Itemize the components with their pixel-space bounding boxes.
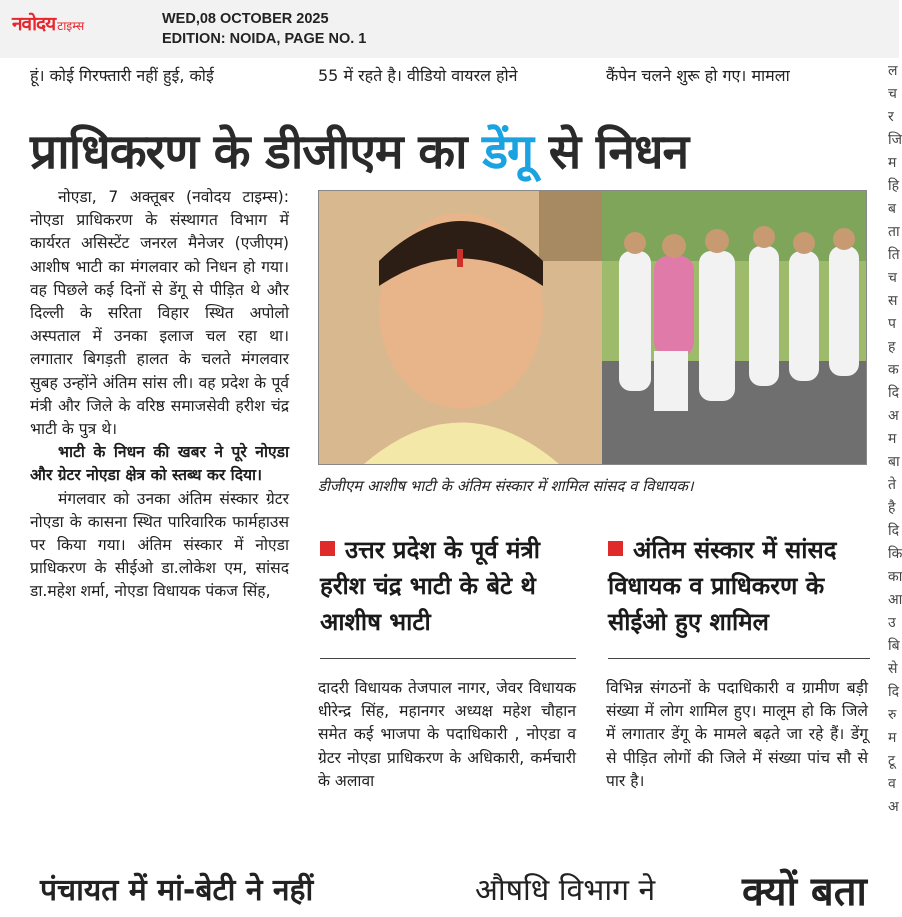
strip-fragment: से	[888, 661, 898, 677]
strip-fragment: र	[888, 109, 894, 125]
logo-sub-text: टाइम्स	[57, 19, 85, 33]
strip-fragment: अ	[888, 799, 899, 815]
strip-fragment: बा	[888, 454, 900, 470]
strip-fragment: कि	[888, 546, 902, 562]
article-para-1: नोएडा, 7 अक्तूबर (नवोदय टाइम्स): नोएडा प्राधिकरण के संस्थागत विभाग में कार्यरत असिस्टेंट जनरल मैनेजर (एजीएम) आशीष भाटी का मंगलवार को निधन हो गया। वह पिछले कई दिनों से डेंगू से पीड़ित थे और दिल्ली के सरिता विहार स्थित अपोलो अस्पताल में उनका इलाज चल रहा था। लगातार बिगड़ती हालत के चलते मंगलवार सुबह उन्होंने अंतिम सांस ली। वह प्रदेश के पूर्व मंत्री और जिले के वरिष्ठ समाजसेवी हरीश चंद्र भाटी के पुत्र थे।	[30, 188, 289, 439]
strip-fragment: रु	[888, 707, 897, 723]
headline-highlight: डेंगू	[482, 124, 534, 180]
strip-fragment: उ	[888, 615, 896, 631]
strip-fragment: टू	[888, 753, 896, 769]
strip-fragment: म	[888, 155, 897, 171]
strip-fragment: प	[888, 316, 896, 332]
strip-fragment: जि	[888, 132, 902, 148]
article-para-3: मंगलवार को उनका अंतिम संस्कार ग्रेटर नोएडा के कासना स्थित पारिवारिक फार्महाउस पर किया गया। अंतिम संस्कार में नोएडा प्राधिकरण के सीईओ डा.लोकेश एम, सांसद डा.महेश शर्मा, नोएडा विधायक पंकज सिंह,	[30, 489, 289, 601]
article-column-2-text: दादरी विधायक तेजपाल नागर, जेवर विधायक धीरेन्द्र सिंह, महानगर अध्यक्ष महेश चौहान समेत कई भाजपा के पदाधिकारी , नोएडा व ग्रेटर नोएडा प्राधिकरण के अधिकारी, कर्मचारी के अलावा	[318, 679, 576, 790]
logo-main-text: नवोदय	[12, 13, 56, 35]
strip-fragment: च	[888, 270, 897, 286]
strip-fragment: म	[888, 730, 897, 746]
strip-fragment: व	[888, 776, 896, 792]
subheadline-2-text: अंतिम संस्कार में सांसद विधायक व प्राधिकरण के सीईओ हुए शामिल	[608, 536, 837, 636]
newspaper-logo[interactable]	[12, 10, 84, 36]
strip-fragment: ब	[888, 201, 896, 217]
article-column-1	[30, 186, 289, 604]
strip-fragment: का	[888, 569, 902, 585]
edition-meta	[162, 9, 366, 49]
bullet-square-icon	[608, 541, 623, 556]
main-headline	[30, 118, 870, 183]
article-column-2	[318, 677, 576, 793]
edition-line: EDITION: NOIDA, PAGE NO. 1	[162, 31, 367, 47]
masthead-bar	[0, 0, 899, 58]
strip-fragment: म	[888, 431, 897, 447]
strip-fragment: च	[888, 86, 897, 102]
strip-fragment: स	[888, 293, 898, 309]
strip-fragment: ह	[888, 339, 896, 355]
strip-fragment: आ	[888, 592, 902, 608]
strip-fragment: ति	[888, 247, 900, 263]
next-headline-1: पंचायत में मां-बेटी ने नहीं	[40, 873, 314, 908]
article-para-bold: भाटी के निधन की खबर ने पूरे नोएडा और ग्रेटर नोएडा क्षेत्र को स्तब्ध कर दिया।	[30, 443, 289, 485]
strip-fragment: है	[888, 500, 896, 516]
headline-part2: से निधन	[533, 124, 689, 180]
subheadline-2	[608, 532, 870, 640]
strip-fragment: ल	[888, 63, 898, 79]
prev-article-fragment-1: हूं। कोई गिरफ्तारी नहीं हुई, कोई	[30, 66, 214, 85]
article-column-3	[606, 677, 868, 793]
prev-article-fragment-2: 55 में रहते है। वीडियो वायरल होने	[318, 66, 518, 85]
subheadline-1-text: उत्तर प्रदेश के पूर्व मंत्री हरीश चंद्र भाटी के बेटे थे आशीष भाटी	[320, 536, 540, 636]
headline-part1: प्राधिकरण के डीजीएम का	[30, 124, 483, 180]
adjacent-column-strip	[888, 60, 902, 860]
column-rule-2	[608, 658, 870, 659]
strip-fragment: बि	[888, 638, 900, 654]
strip-fragment: हि	[888, 178, 900, 194]
strip-fragment: अ	[888, 408, 899, 424]
strip-fragment: ते	[888, 477, 896, 493]
bullet-square-icon	[320, 541, 335, 556]
next-headline-2: औषधि विभाग ने	[475, 873, 656, 908]
strip-fragment: ता	[888, 224, 900, 240]
strip-fragment: दि	[888, 523, 900, 539]
strip-fragment: दि	[888, 385, 900, 401]
subheadline-1	[320, 532, 582, 640]
news-photo[interactable]	[318, 190, 867, 465]
date-line: WED,08 OCTOBER 2025	[162, 11, 329, 27]
prev-article-fragment-3: कैंपेन चलने शुरू हो गए। मामला	[606, 66, 790, 85]
strip-fragment: क	[888, 362, 899, 378]
photo-illustration	[319, 191, 866, 464]
article-column-3-text: विभिन्न संगठनों के पदाधिकारी व ग्रामीण बड़ी संख्या में लोग शामिल हुए। मालूम हो कि जिले में लगातार डेंगू के मामले बढ़ते जा रहे हैं। डेंगू से पीड़ित लोगों की जिले में संख्या पांच सौ से पार है।	[606, 679, 868, 790]
strip-fragment: दि	[888, 684, 900, 700]
next-headline-3: क्यों बता	[742, 869, 867, 915]
photo-caption: डीजीएम आशीष भाटी के अंतिम संस्कार में शामिल सांसद व विधायक।	[318, 477, 694, 495]
column-rule-1	[320, 658, 576, 659]
